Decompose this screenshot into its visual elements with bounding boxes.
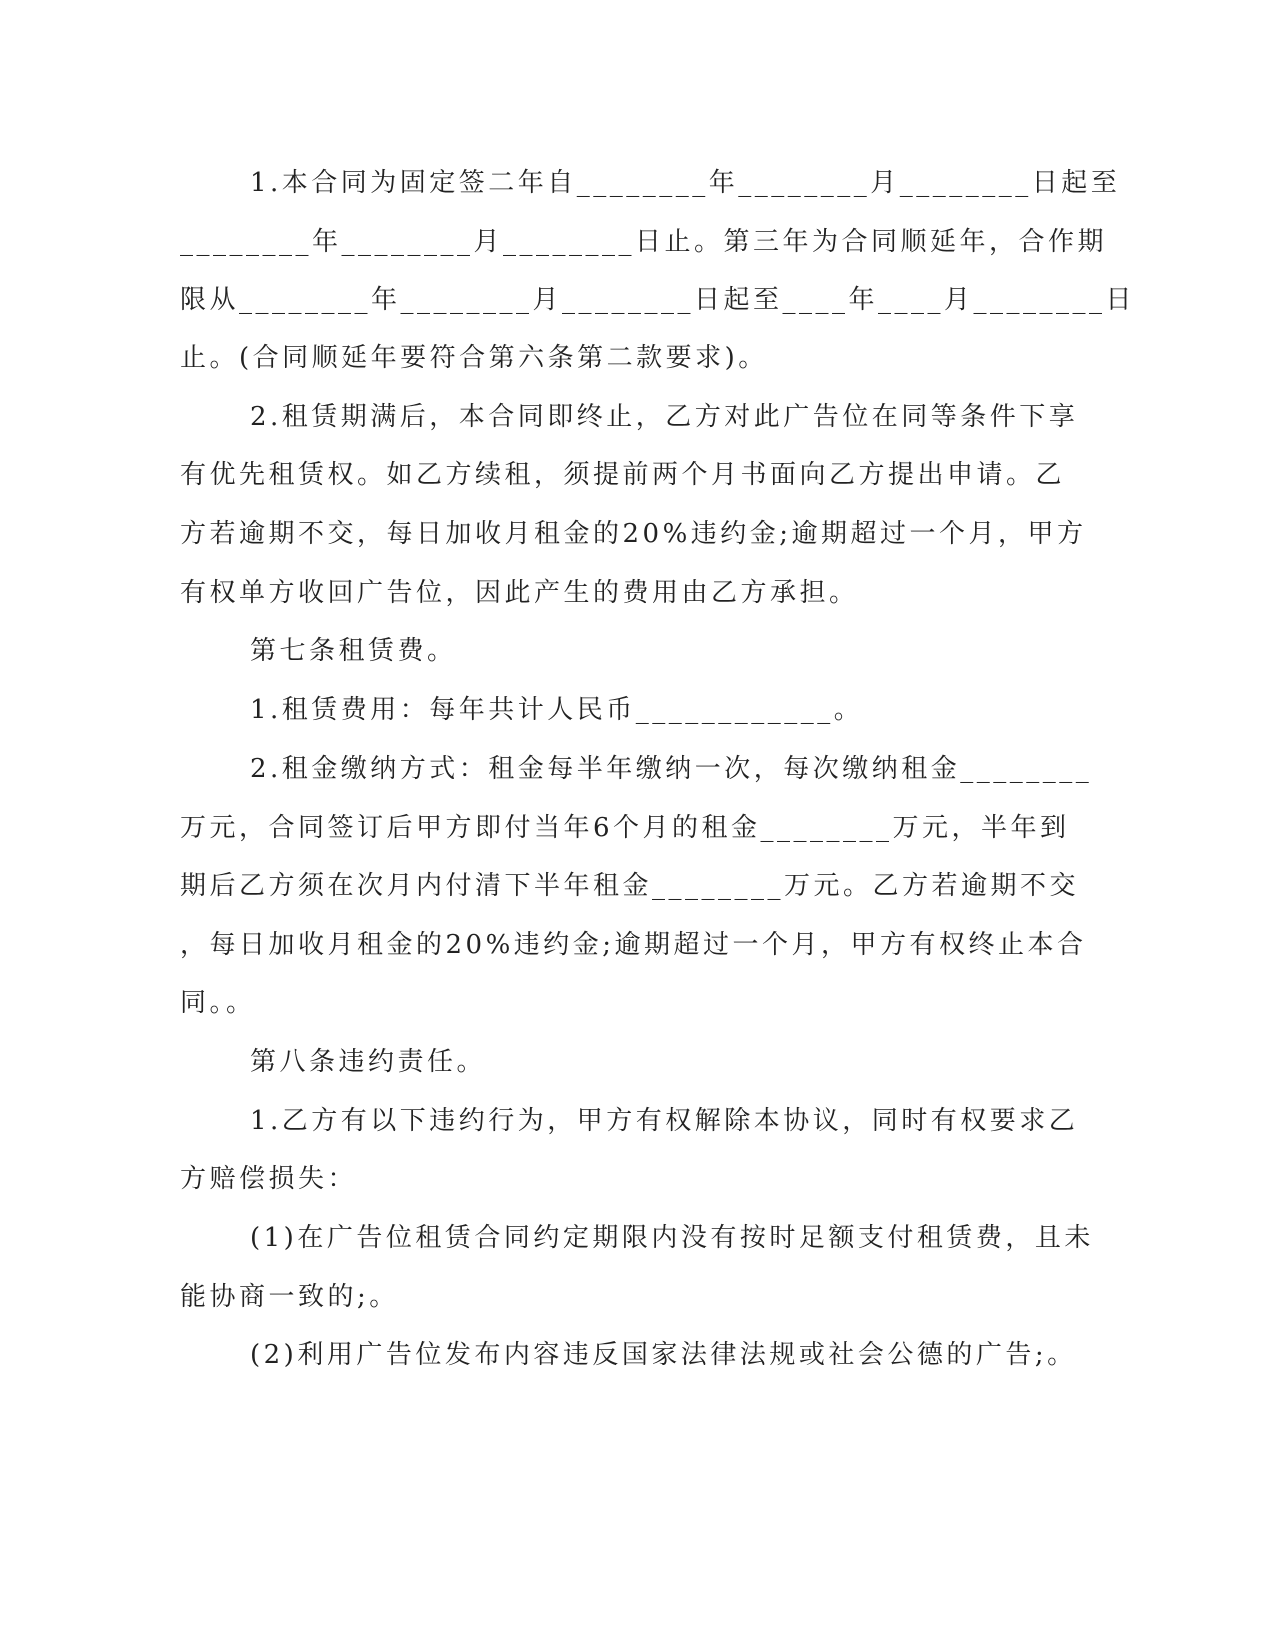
text-line: 有优先租赁权。如乙方续租，须提前两个月书面向乙方提出申请。乙 — [180, 460, 1066, 490]
text-line: 同。。 — [180, 988, 256, 1018]
text-line: 限从________年________月________日起至____年____月________日 — [180, 285, 1136, 315]
text-line: 止。(合同顺延年要符合第六条第二款要求)。 — [180, 343, 768, 373]
text-line: 能协商一致的;。 — [180, 1282, 399, 1312]
text-line: 万元，合同签订后甲方即付当年6个月的租金________万元，半年到 — [180, 813, 1070, 843]
text-line: 1.乙方有以下违约行为，甲方有权解除本协议，同时有权要求乙 — [250, 1106, 1079, 1136]
section-heading: 第七条租赁费。 — [250, 636, 457, 666]
text-line: 1.租赁费用：每年共计人民币____________。 — [250, 695, 864, 725]
text-line: 期后乙方须在次月内付清下半年租金________万元。乙方若逾期不交 — [180, 871, 1080, 901]
text-line: 有权单方收回广告位，因此产生的费用由乙方承担。 — [180, 578, 859, 608]
section-heading: 第八条违约责任。 — [250, 1047, 487, 1077]
text-line: 1.本合同为固定签二年自________年________月________日起至 — [250, 168, 1121, 198]
text-line: 方赔偿损失： — [180, 1164, 358, 1194]
text-line: (2)利用广告位发布内容违反国家法律法规或社会公德的广告;。 — [250, 1340, 1077, 1370]
text-line: 2.租赁期满后，本合同即终止，乙方对此广告位在同等条件下享 — [250, 402, 1079, 432]
text-line: 方若逾期不交，每日加收月租金的20%违约金;逾期超过一个月，甲方 — [180, 519, 1087, 549]
text-line: ________年________月________日止。第三年为合同顺延年，合作期 — [180, 227, 1108, 257]
text-line: (1)在广告位租赁合同约定期限内没有按时足额支付租赁费，且未 — [250, 1223, 1094, 1253]
text-line: 2.租金缴纳方式：租金每半年缴纳一次，每次缴纳租金________ — [250, 754, 1093, 784]
text-line: ，每日加收月租金的20%违约金;逾期超过一个月，甲方有权终止本合 — [180, 930, 1087, 960]
